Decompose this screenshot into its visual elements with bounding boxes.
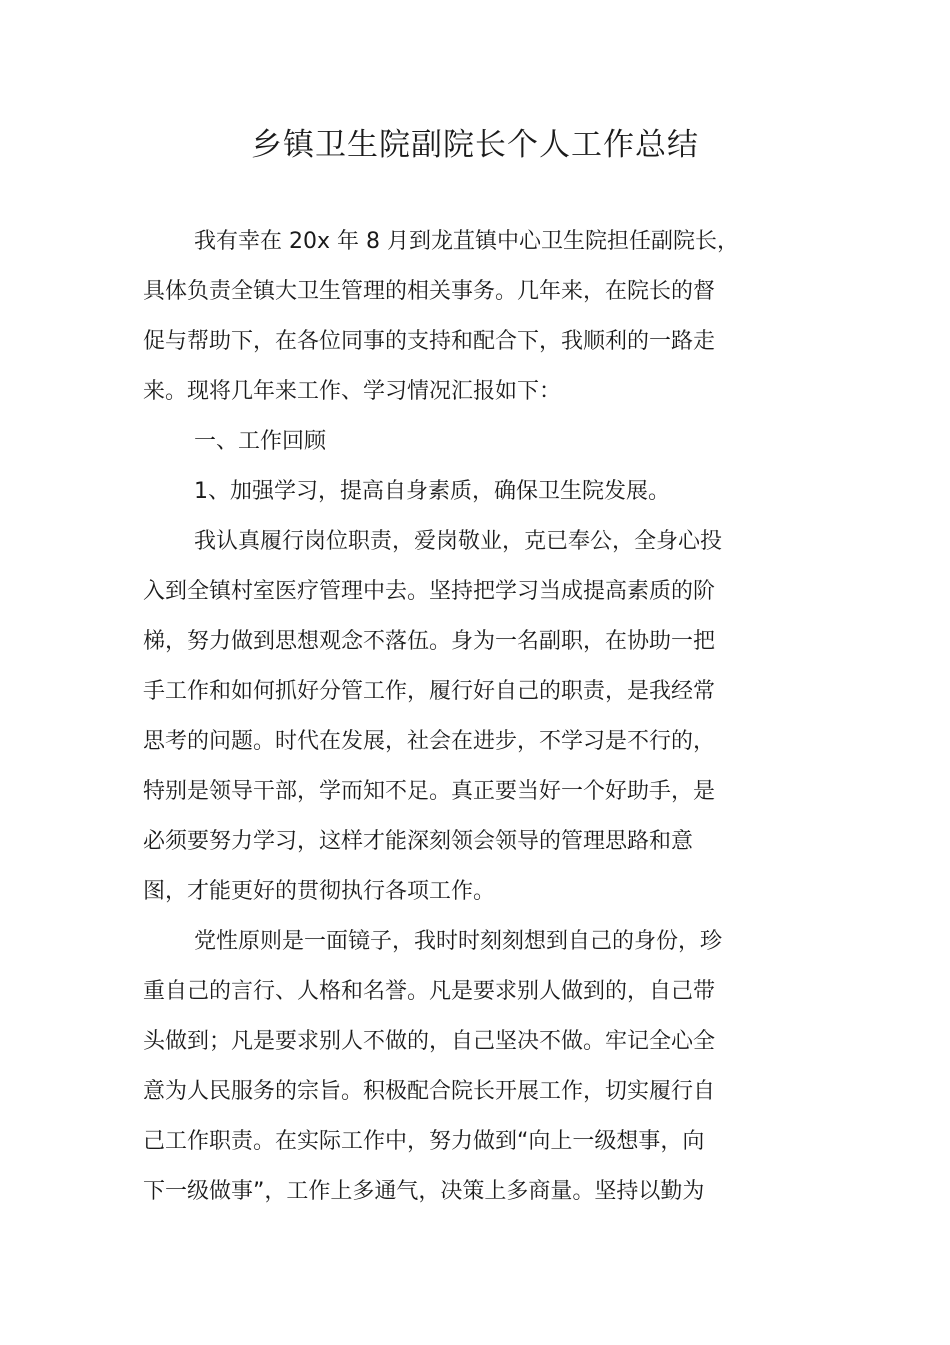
paragraph-line: 意为人民服务的宗旨。积极配合院长开展工作，切实履行自 [143,1079,716,1104]
paragraph-line: 具体负责全镇大卫生管理的相关事务。几年来，在院长的督 [143,279,716,304]
paragraph-line: 下一级做事”，工作上多通气，决策上多商量。坚持以勤为 [143,1179,705,1204]
paragraph-line: 党性原则是一面镜子，我时时刻刻想到自己的身份，珍 [194,929,723,954]
section-heading: 一、工作回顾 [194,429,327,454]
paragraph-line: 我有幸在 20x 年 8 月到龙苴镇中心卫生院担任副院长， [194,229,739,254]
paragraph-line: 手工作和如何抓好分管工作，履行好自己的职责，是我经常 [143,679,716,704]
paragraph-line: 重自己的言行、人格和名誉。凡是要求别人做到的，自己带 [143,979,716,1004]
paragraph-line: 来。现将几年来工作、学习情况汇报如下： [143,379,562,404]
paragraph-line: 我认真履行岗位职责，爱岗敬业，克已奉公，全身心投 [194,529,723,554]
paragraph-line: 己工作职责。在实际工作中，努力做到“向上一级想事，向 [143,1129,705,1154]
paragraph-line: 促与帮助下，在各位同事的支持和配合下，我顺利的一路走 [143,329,716,354]
subsection-heading: 1、加强学习，提高自身素质，确保卫生院发展。 [194,479,670,504]
paragraph-line: 特别是领导干部，学而知不足。真正要当好一个好助手，是 [143,779,716,804]
document-title: 乡镇卫生院副院长个人工作总结 [251,127,699,163]
paragraph-line: 思考的问题。时代在发展，社会在进步，不学习是不行的， [143,729,716,754]
paragraph-line: 必须要努力学习，这样才能深刻领会领导的管理思路和意 [143,829,694,854]
paragraph-line: 图，才能更好的贯彻执行各项工作。 [143,879,496,904]
paragraph-line: 头做到；凡是要求别人不做的，自己坚决不做。牢记全心全 [143,1029,716,1054]
paragraph-line: 入到全镇村室医疗管理中去。坚持把学习当成提高素质的阶 [143,579,716,604]
paragraph-line: 梯，努力做到思想观念不落伍。身为一名副职，在协助一把 [143,629,716,654]
